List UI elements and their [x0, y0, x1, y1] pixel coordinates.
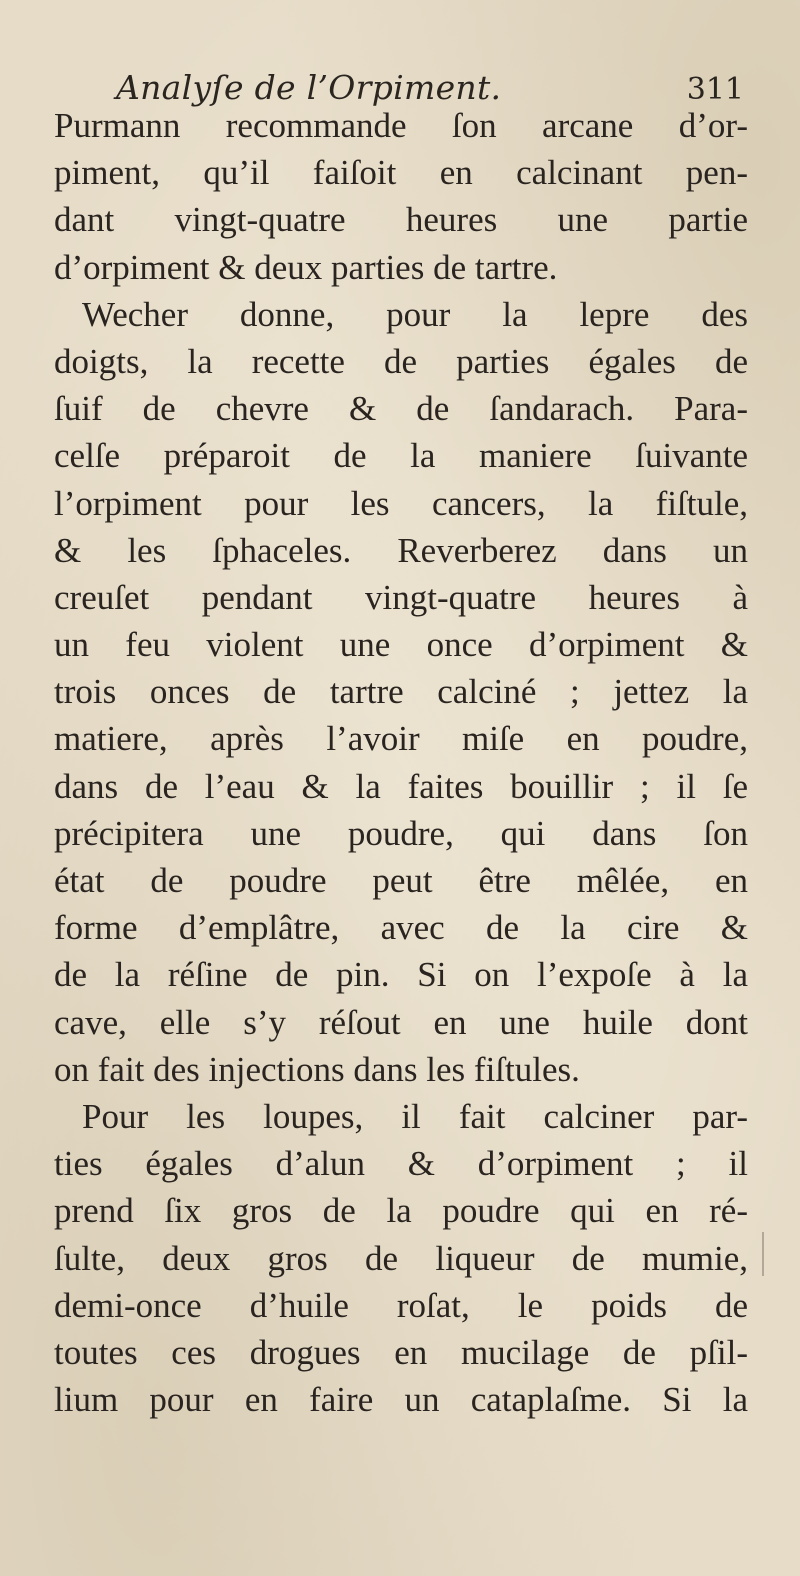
text-line: demi-once d’huile roſat, le poids de	[54, 1285, 748, 1325]
text-line: l’orpiment pour les cancers, la fiſtule,	[54, 483, 748, 523]
text-line: trois onces de tartre calciné ; jettez la	[54, 672, 748, 712]
text-line: dant vingt-quatre heures une partie	[54, 200, 748, 240]
text-line: Wecher donne, pour la lepre des	[82, 294, 748, 334]
text-line: ties égales d’alun & d’orpiment ; il	[54, 1144, 748, 1184]
text-line: piment, qu’il faiſoit en calcinant pen-	[54, 153, 748, 193]
text-line: on fait des injections dans les fiſtules.	[54, 1049, 580, 1089]
text-line: lium pour en faire un cataplaſme. Si la	[54, 1380, 748, 1420]
text-line: de la réſine de pin. Si on l’expoſe à la	[54, 955, 748, 995]
text-line: creuſet pendant vingt-quatre heures à	[54, 577, 748, 617]
text-line: ſulte, deux gros de liqueur de mumie,	[54, 1238, 748, 1278]
text-line: un feu violent une once d’orpiment &	[54, 625, 748, 665]
body-text	[54, 102, 748, 1423]
text-line: précipitera une poudre, qui dans ſon	[54, 813, 748, 853]
text-line: celſe préparoit de la maniere ſuivante	[54, 436, 748, 476]
text-line: forme d’emplâtre, avec de la cire &	[54, 908, 748, 948]
text-line: & les ſphaceles. Reverberez dans un	[54, 530, 748, 570]
text-line: matiere, après l’avoir miſe en poudre,	[54, 719, 748, 759]
text-line: dans de l’eau & la faites bouillir ; il ſe	[54, 766, 748, 806]
text-line: Purmann recommande ſon arcane d’or-	[54, 106, 748, 145]
text-line: Pour les loupes, il fait calciner par-	[82, 1096, 748, 1136]
text-line: prend ſix gros de la poudre qui en ré-	[54, 1191, 748, 1231]
text-line: doigts, la recette de parties égales de	[54, 341, 748, 381]
text-line: d’orpiment & deux parties de tartre.	[54, 247, 558, 287]
page-number: 311	[686, 72, 744, 107]
text-line: cave, elle s’y réſout en une huile dont	[54, 1002, 748, 1042]
running-title: Analyſe de l’Orpiment.	[116, 68, 502, 107]
text-line: toutes ces drogues en mucilage de pſil-	[54, 1332, 748, 1372]
paper-speck	[762, 1232, 764, 1276]
text-line: ſuif de chevre & de ſandarach. Para-	[54, 389, 748, 429]
text-line: état de poudre peut être mêlée, en	[54, 861, 748, 900]
